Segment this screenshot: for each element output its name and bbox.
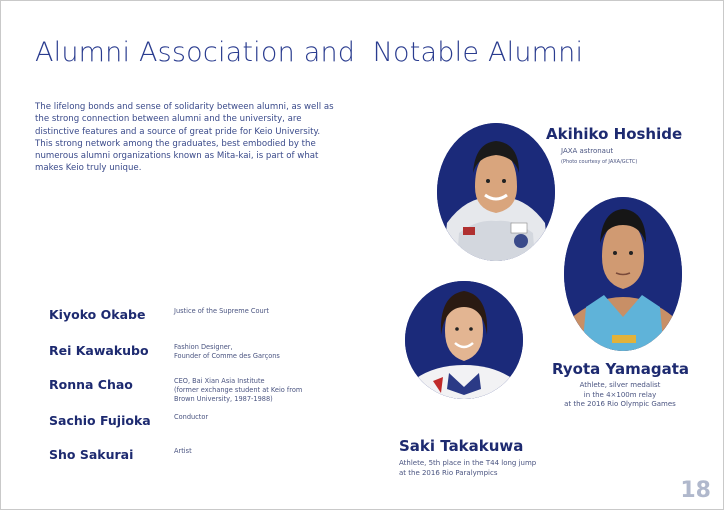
page-number: 18 [680, 478, 711, 503]
featured-name: Saki Takakuwa [399, 437, 524, 455]
alumni-description: Justice of the Supreme Court [174, 307, 269, 315]
intro-paragraph: The lifelong bonds and sense of solidarity between alumni, as well as the strong connection between alumni and the university, are distinctive features and a source of great pride for Keio University. This strong network among the graduates, best embodied by the numerous alumni organizations known as Mita-kai, is part of what makes Keio truly unique. [35, 102, 334, 174]
alumni-name: Kiyoko Okabe [49, 307, 146, 322]
takakuwa-photo [405, 281, 523, 399]
featured-role: Athlete, silver medalist in the 4×100m relay at the 2016 Rio Olympic Games [564, 381, 676, 408]
alumni-name: Sho Sakurai [49, 447, 134, 462]
featured-name: Ryota Yamagata [552, 360, 689, 378]
featured-name: Akihiko Hoshide [546, 125, 683, 143]
featured-role: JAXA astronaut [561, 147, 614, 155]
astronaut-portrait-icon [437, 123, 555, 261]
athlete-portrait-icon [405, 281, 523, 399]
alumni-description: CEO, Bai Xian Asia Institute (former exchange student at Keio from Brown University, 1987-1988) [174, 377, 303, 403]
alumni-name: Sachio Fujioka [49, 413, 151, 428]
alumni-name: Ronna Chao [49, 377, 133, 392]
alumni-description: Artist [174, 447, 192, 455]
alumni-description: Fashion Designer, Founder of Comme des Garçons [174, 343, 280, 360]
athlete-portrait-icon [564, 197, 682, 351]
featured-role: Athlete, 5th place in the T44 long jump at the 2016 Rio Paralympics [399, 459, 537, 477]
hoshide-photo [437, 123, 555, 261]
alumni-name: Rei Kawakubo [49, 343, 149, 358]
page-title: Alumni Association and Notable Alumni [35, 37, 584, 68]
alumni-description: Conductor [174, 413, 209, 421]
photo-credit: (Photo courtesy of JAXA/GCTC) [561, 159, 638, 165]
yamagata-photo [564, 197, 682, 351]
